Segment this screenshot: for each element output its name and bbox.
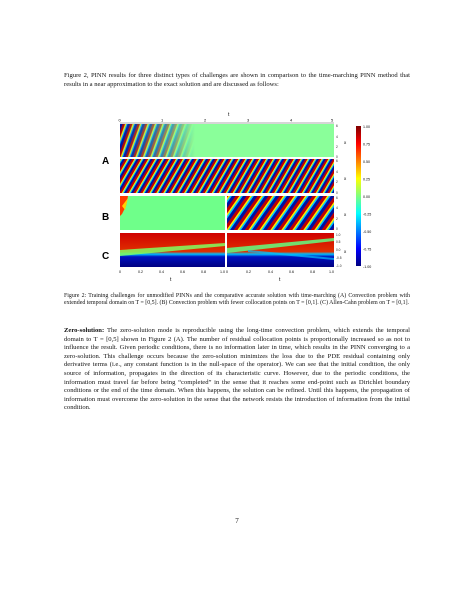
x-tick: 4 (336, 135, 338, 139)
intro-paragraph: Figure 2, PINN results for three distinct types of challenges are shown in comparison to the time-marching PINN method that results in a near approximation to the exact solution and are discussed as follows: (64, 72, 410, 88)
bottom-tick-right: 0.4 (268, 270, 273, 274)
zero-solution-section (64, 327, 410, 413)
page-number: 7 (235, 517, 239, 525)
x-axis-label: x (344, 212, 347, 217)
colorbar-tick: 0.75 (363, 142, 370, 147)
x-tick: 1.0 (336, 233, 341, 237)
bottom-tick-right: 1.0 (329, 270, 334, 274)
panel-a-pinn (120, 124, 334, 157)
section-text: The zero-solution mode is reproducible using the long-time convection problem, which extends the temporal domain to T = [0,5] shown in Figure 2 (A). The number of residual collocation points is proportionally increased so as not to influence the result. Given periodic conditions, there is no information later in time, which results in the PINN converging to a zero-solution. This challenge occurs because the zero-solution minimizes the loss due to the PDE residual containing only derivative terms (i.e., any constant function is in the null-space of the operator). We can see that the initial condition, the only source of information, propagates in the direction of its characteristic curve. However, due to the periodic conditions, the information must travel far before being “completed” in the sense that it reaches some end-point such as Dirichlet boundary conditions or the end of the time domain. When this happens, the solution can be refined. Until this happens, the propagation of information must overcome the zero-solution in the sense that the network resists the introduction of information from the initial condition. (64, 327, 411, 412)
x-tick: -0.5 (336, 256, 342, 260)
x-axis-label: x (344, 140, 347, 145)
x-tick: -1.0 (336, 264, 342, 268)
x-tick: 2 (336, 180, 338, 184)
row-label-a: A (102, 156, 110, 167)
x-axis-label: x (344, 176, 347, 181)
colorbar-tick: -0.25 (363, 212, 372, 217)
top-tick: 4 (290, 117, 293, 123)
bottom-axis-label-right: t (279, 277, 281, 283)
bottom-tick-left: 1.0 (220, 270, 225, 274)
colorbar-tick: -0.50 (363, 230, 372, 234)
colorbar-tick: 0.00 (363, 195, 370, 199)
bottom-tick-right: 0.6 (289, 270, 294, 274)
top-tick: 0 (118, 117, 121, 123)
figure-2 (98, 110, 380, 286)
bottom-tick-left: 0.4 (159, 270, 164, 274)
bottom-tick-left: 0.6 (180, 270, 185, 274)
colorbar-tick: 0.50 (363, 160, 370, 164)
section-title: Zero-solution: (64, 327, 105, 334)
x-tick: 0 (336, 155, 338, 159)
x-axis-label: x (344, 249, 347, 254)
panel-b-time-marching (227, 196, 334, 230)
x-tick: 6 (336, 159, 338, 163)
bottom-tick-left: 0.2 (138, 270, 143, 274)
x-tick: 2 (336, 217, 338, 221)
row-label-b: B (102, 212, 110, 223)
bottom-tick-right: 0 (226, 270, 228, 274)
colorbar-tick: 1.00 (363, 125, 370, 129)
top-tick: 1 (161, 117, 164, 123)
x-tick: 2 (336, 145, 338, 149)
x-tick: 6 (336, 196, 338, 200)
panel-b-pinn (120, 196, 225, 230)
x-tick: 0.0 (336, 248, 341, 252)
colorbar (356, 126, 361, 266)
x-tick: 6 (336, 124, 338, 128)
figure-caption: Figure 2: Training challenges for unmodified PINNs and the comparative accurate solution with time-marching (A) Convection problem with extended temporal domain on T = [0,5]. (B) Convection problem with fewer collocation points on T = [0,1]. (C) Allen-Cahn problem on T = [0,1]. (64, 293, 410, 307)
colorbar-tick: -0.75 (363, 247, 372, 252)
bottom-tick-left: 0 (119, 270, 121, 274)
colorbar-tick: 0.25 (363, 177, 370, 182)
bottom-tick-right: 0.2 (246, 270, 251, 274)
bottom-tick-left: 0.8 (201, 270, 206, 274)
top-tick: 5 (331, 117, 334, 123)
x-tick: 0.5 (336, 240, 341, 244)
bottom-axis-label-left: t (170, 277, 172, 283)
x-tick: 0 (336, 227, 338, 231)
bottom-tick-right: 0.8 (310, 270, 315, 274)
colorbar-tick: -1.00 (363, 265, 372, 269)
top-tick: 3 (247, 117, 250, 123)
panel-c-pinn (120, 233, 225, 267)
top-tick: 2 (204, 117, 207, 123)
top-axis-label: t (228, 112, 230, 118)
x-tick: 4 (336, 170, 338, 174)
row-label-c: C (102, 251, 110, 262)
panel-a-time-marching (120, 159, 334, 193)
x-tick: 0 (336, 191, 338, 195)
panel-c-time-marching (227, 233, 334, 267)
x-tick: 4 (336, 206, 338, 210)
